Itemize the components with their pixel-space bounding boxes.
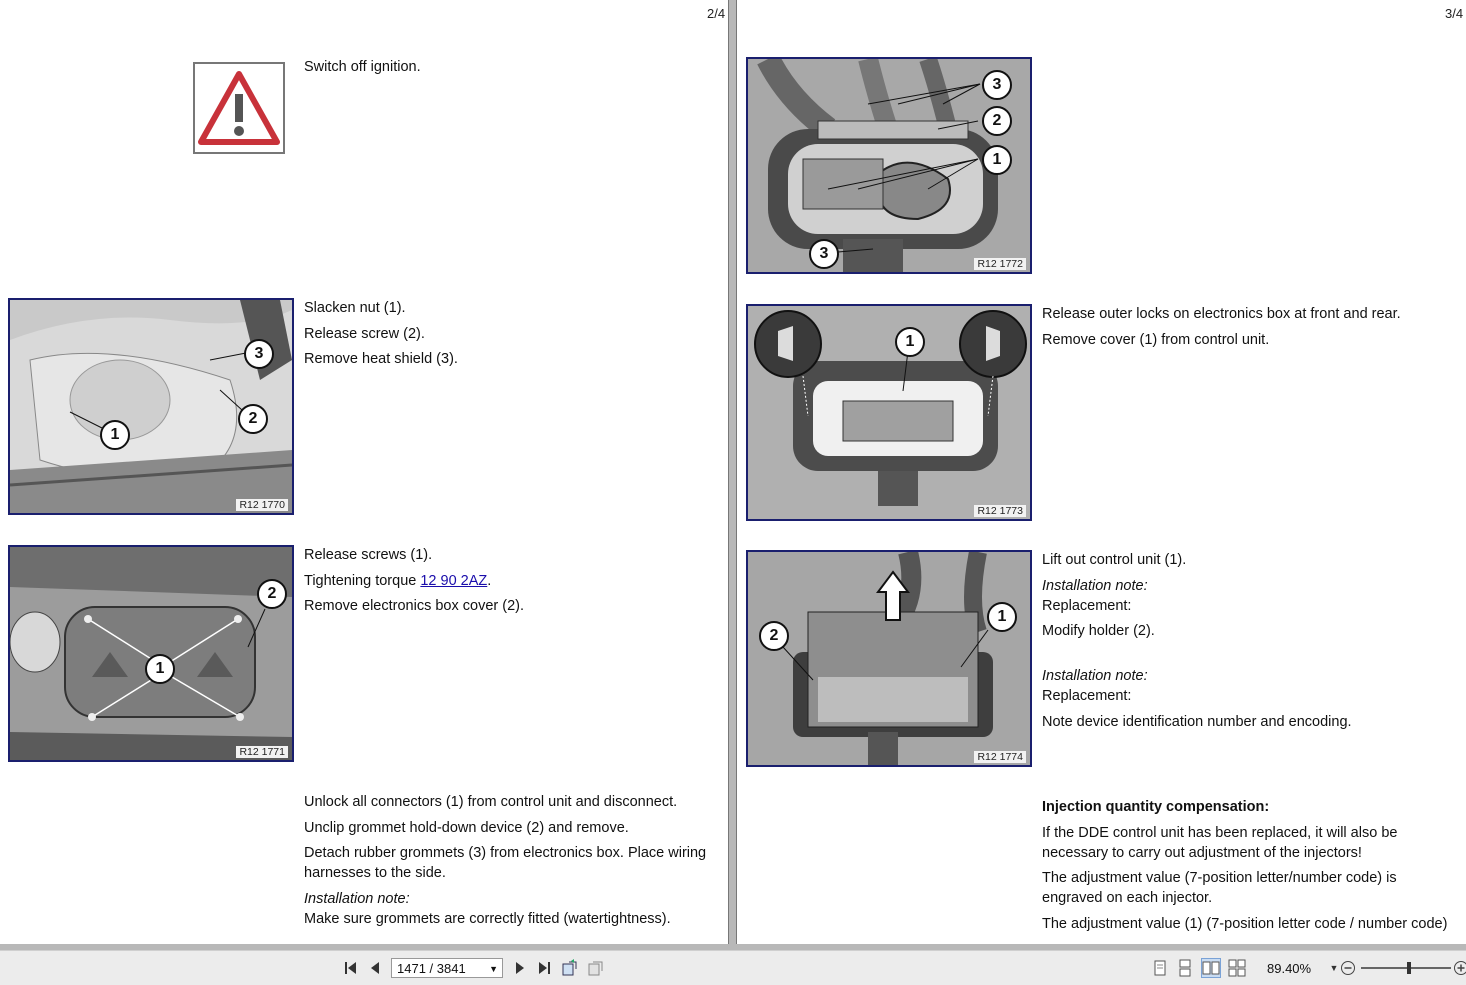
figure-heat-shield: [8, 298, 294, 515]
instruction-line: Remove cover (1) from control unit.: [1042, 330, 1401, 350]
torque-link[interactable]: 12 90 2AZ: [420, 573, 487, 589]
callout-2: 2: [257, 579, 287, 609]
zoom-slider-thumb[interactable]: [1407, 962, 1411, 974]
paragraph: The adjustment value (1) (7-position letter code / number code): [1042, 914, 1452, 934]
page-label: 3/4: [1445, 6, 1463, 21]
torque-suffix: .: [487, 573, 491, 589]
callout-1: 1: [145, 654, 175, 684]
figure-code: R12 1774: [974, 751, 1026, 763]
instruction-line: [304, 571, 524, 591]
continuous-facing-icon[interactable]: [1228, 959, 1246, 977]
continuous-page-icon[interactable]: [1176, 959, 1194, 977]
callout-2: 2: [982, 106, 1012, 136]
instruction-line: Remove heat shield (3).: [304, 349, 458, 369]
go-back-icon[interactable]: [561, 959, 579, 977]
instruction-line: Release outer locks on electronics box at front and rear.: [1042, 304, 1401, 324]
paragraph: If the DDE control unit has been replaced, it will also be necessary to carry out adjustment of the injectors!: [1042, 823, 1452, 863]
figure-lift-control-unit: [746, 550, 1032, 767]
warning-triangle-icon: [195, 64, 283, 152]
instruction-line: Modify holder (2).: [1042, 621, 1442, 641]
installation-note-label: Installation note:: [1042, 666, 1442, 686]
figure-code: R12 1773: [974, 505, 1026, 517]
go-forward-icon[interactable]: [587, 959, 605, 977]
injection-compensation-section: [1042, 797, 1452, 939]
figure-code: R12 1770: [236, 499, 288, 511]
installation-note-text: Make sure grommets are correctly fitted (watertightness).: [304, 909, 714, 929]
zoom-level[interactable]: 89.40%: [1267, 961, 1311, 976]
installation-note-label: Installation note:: [1042, 576, 1442, 596]
step-heat-shield: [304, 298, 458, 375]
warning-sign: [193, 62, 285, 154]
callout-2: 2: [238, 404, 268, 434]
right-page: [736, 0, 1466, 944]
left-page: [0, 0, 729, 944]
single-page-icon[interactable]: [1151, 959, 1169, 977]
instruction-line: Lift out control unit (1).: [1042, 550, 1442, 570]
callout-2: 2: [759, 621, 789, 651]
viewer-toolbar: [0, 950, 1466, 985]
torque-prefix: Tightening torque: [304, 573, 420, 589]
callout-1: 1: [982, 145, 1012, 175]
instruction-line: Release screw (2).: [304, 324, 458, 344]
replacement-label: Replacement:: [1042, 596, 1442, 616]
page-label: 2/4: [707, 6, 725, 21]
figure-connectors: [746, 57, 1032, 274]
instruction-line: Release screws (1).: [304, 545, 524, 565]
zoom-out-icon[interactable]: [1339, 959, 1357, 977]
next-page-icon[interactable]: [510, 959, 528, 977]
step-switch-off: [304, 57, 421, 83]
electronics-box-cover-illustration: [10, 547, 292, 760]
control-unit-cover-illustration: [748, 306, 1030, 519]
zoom-in-icon[interactable]: [1452, 959, 1466, 977]
installation-note-label: Installation note:: [304, 889, 714, 909]
instruction-line: Unlock all connectors (1) from control unit and disconnect.: [304, 792, 714, 812]
zoom-slider-track[interactable]: [1361, 967, 1451, 969]
callout-1: 1: [987, 602, 1017, 632]
section-heading: Injection quantity compensation:: [1042, 797, 1452, 817]
instruction-line: Note device identification number and encoding.: [1042, 712, 1442, 732]
figure-control-unit-cover: [746, 304, 1032, 521]
zoom-dropdown-icon[interactable]: ▼: [1325, 959, 1343, 977]
step-lift-out: [1042, 550, 1442, 737]
page-dropdown-icon[interactable]: ▼: [489, 959, 498, 979]
step-remove-cover: [304, 545, 524, 622]
first-page-icon[interactable]: [342, 959, 360, 977]
callout-3: 3: [809, 239, 839, 269]
page-number-field[interactable]: [391, 958, 503, 978]
instruction-line: Detach rubber grommets (3) from electronics box. Place wiring harnesses to the side.: [304, 843, 714, 883]
figure-electronics-box-cover: [8, 545, 294, 762]
lift-control-unit-illustration: [748, 552, 1030, 765]
callout-3: 3: [244, 339, 274, 369]
instruction-line: Slacken nut (1).: [304, 298, 458, 318]
instruction-line: Unclip grommet hold-down device (2) and remove.: [304, 818, 714, 838]
prev-page-icon[interactable]: [367, 959, 385, 977]
callout-1: 1: [100, 420, 130, 450]
step-release-locks: [1042, 304, 1401, 355]
callout-3: 3: [982, 70, 1012, 100]
paragraph: The adjustment value (7-position letter/number code) is engraved on each injector.: [1042, 868, 1452, 908]
page-number-value: 1471 / 3841: [397, 961, 466, 976]
last-page-icon[interactable]: [535, 959, 553, 977]
instruction-line: Switch off ignition.: [304, 57, 421, 77]
step-connectors: [304, 792, 714, 934]
facing-pages-icon[interactable]: [1201, 958, 1221, 978]
instruction-line: Remove electronics box cover (2).: [304, 596, 524, 616]
figure-code: R12 1771: [236, 746, 288, 758]
replacement-label: Replacement:: [1042, 686, 1442, 706]
callout-1: 1: [895, 327, 925, 357]
figure-code: R12 1772: [974, 258, 1026, 270]
